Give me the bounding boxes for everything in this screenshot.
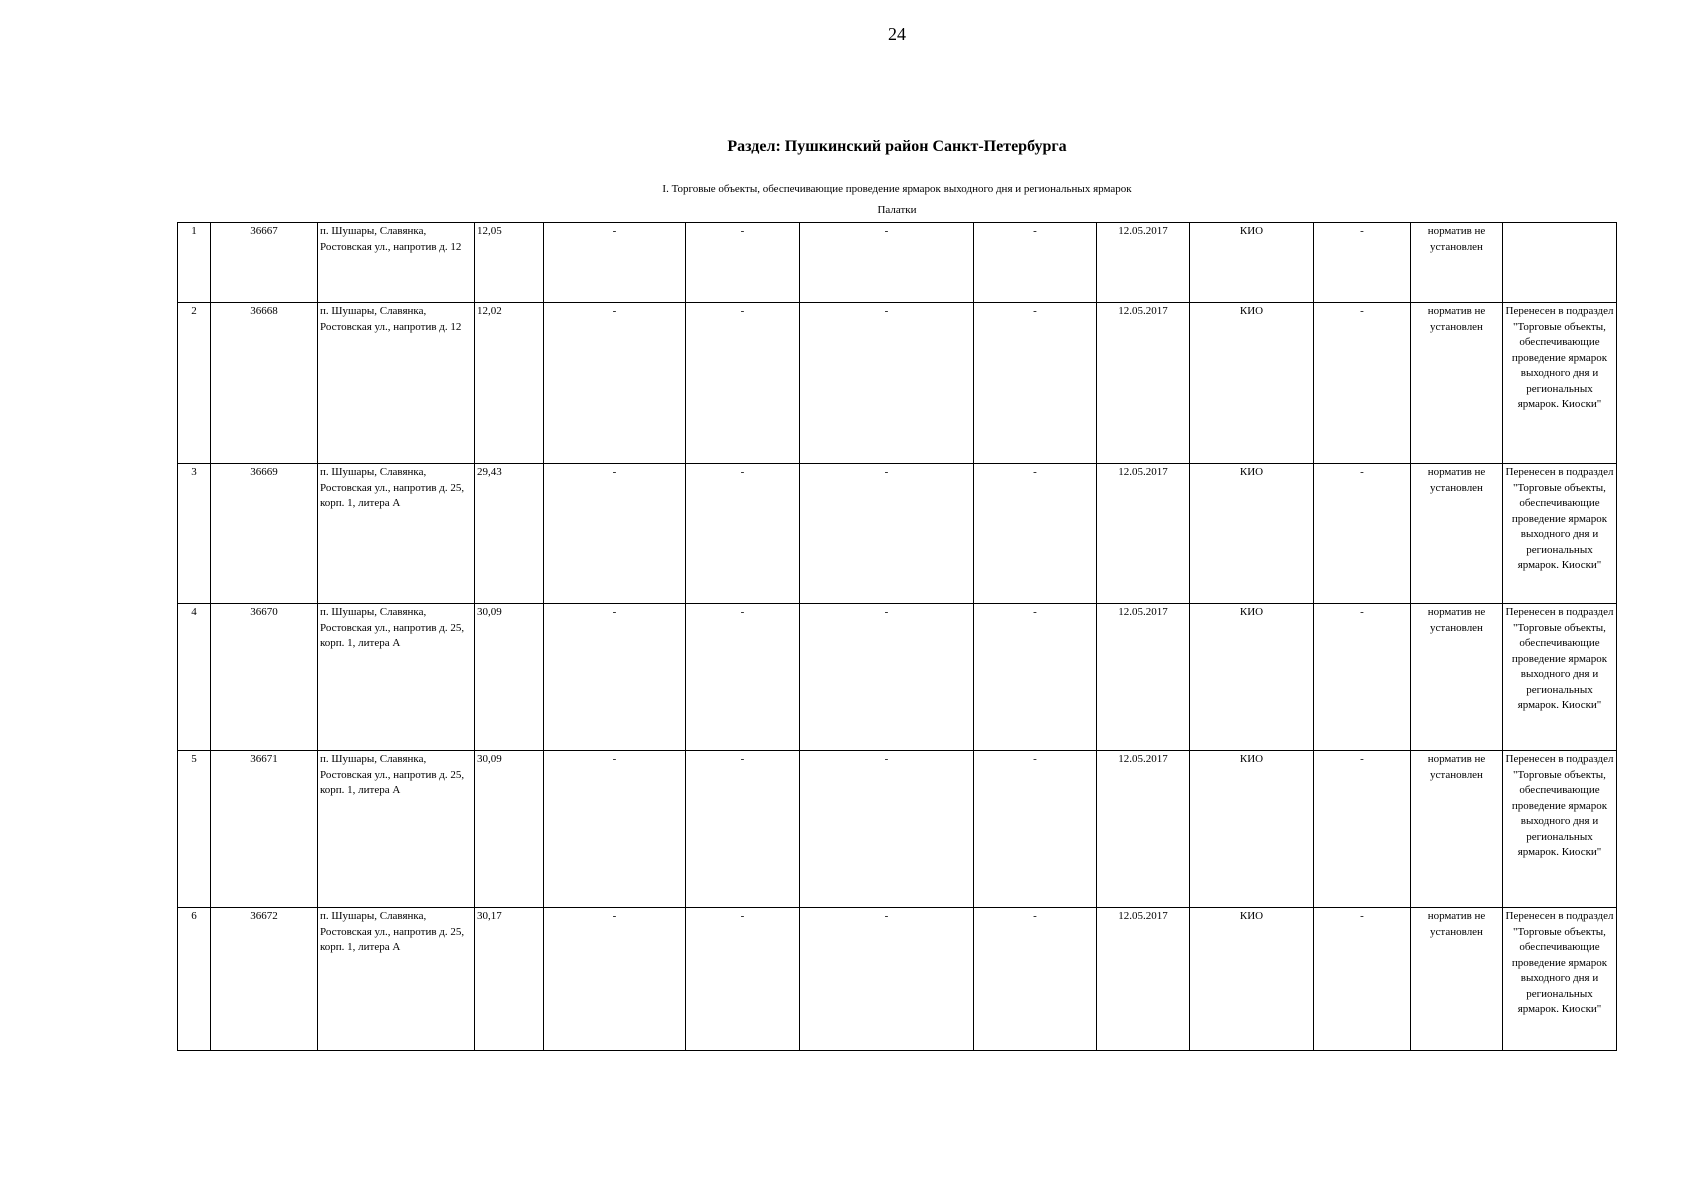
cell-dash: -: [686, 908, 800, 1051]
norm-status: норматив не установлен: [1411, 604, 1503, 751]
subsubsection-title: Палатки: [877, 204, 917, 216]
object-address: п. Шушары, Славянка, Ростовская ул., напротив д. 12: [318, 303, 475, 464]
trade-objects-table: [177, 222, 1617, 1051]
cell-dash: -: [1314, 303, 1411, 464]
cell-dash: -: [800, 223, 974, 303]
cell-dash: -: [686, 303, 800, 464]
row-note: Перенесен в подраздел "Торговые объекты, обеспечивающие проведение ярмарок выходного дня и региональных ярмарок. Киоски": [1503, 908, 1617, 1051]
cell-dash: -: [544, 751, 686, 908]
row-number: 1: [178, 223, 211, 303]
table-row: [178, 303, 1617, 464]
cell-dash: -: [686, 223, 800, 303]
norm-status: норматив не установлен: [1411, 223, 1503, 303]
object-id: 36672: [211, 908, 318, 1051]
norm-status: норматив не установлен: [1411, 464, 1503, 604]
object-address: п. Шушары, Славянка, Ростовская ул., напротив д. 25, корп. 1, литера А: [318, 908, 475, 1051]
cell-dash: -: [974, 223, 1097, 303]
object-area: 29,43: [475, 464, 544, 604]
object-address: п. Шушары, Славянка, Ростовская ул., напротив д. 12: [318, 223, 475, 303]
inclusion-date: 12.05.2017: [1097, 604, 1190, 751]
inclusion-date: 12.05.2017: [1097, 464, 1190, 604]
cell-dash: -: [1314, 464, 1411, 604]
cell-dash: -: [800, 303, 974, 464]
cell-dash: -: [686, 464, 800, 604]
cell-dash: -: [974, 604, 1097, 751]
cell-dash: -: [544, 464, 686, 604]
responsible-org: КИО: [1190, 464, 1314, 604]
cell-dash: -: [1314, 751, 1411, 908]
row-note: Перенесен в подраздел "Торговые объекты, обеспечивающие проведение ярмарок выходного дня и региональных ярмарок. Киоски": [1503, 303, 1617, 464]
object-address: п. Шушары, Славянка, Ростовская ул., напротив д. 25, корп. 1, литера А: [318, 751, 475, 908]
cell-dash: -: [974, 303, 1097, 464]
section-title: Раздел: Пушкинский район Санкт-Петербурга: [727, 138, 1067, 155]
norm-status: норматив не установлен: [1411, 751, 1503, 908]
responsible-org: КИО: [1190, 303, 1314, 464]
cell-dash: -: [544, 908, 686, 1051]
responsible-org: КИО: [1190, 751, 1314, 908]
object-area: 12,05: [475, 223, 544, 303]
object-id: 36668: [211, 303, 318, 464]
cell-dash: -: [686, 604, 800, 751]
row-note: [1503, 223, 1617, 303]
row-number: 6: [178, 908, 211, 1051]
responsible-org: КИО: [1190, 604, 1314, 751]
object-id: 36667: [211, 223, 318, 303]
cell-dash: -: [800, 751, 974, 908]
inclusion-date: 12.05.2017: [1097, 223, 1190, 303]
cell-dash: -: [1314, 604, 1411, 751]
row-note: Перенесен в подраздел "Торговые объекты, обеспечивающие проведение ярмарок выходного дня и региональных ярмарок. Киоски": [1503, 751, 1617, 908]
cell-dash: -: [974, 464, 1097, 604]
row-number: 3: [178, 464, 211, 604]
object-address: п. Шушары, Славянка, Ростовская ул., напротив д. 25, корп. 1, литера А: [318, 604, 475, 751]
norm-status: норматив не установлен: [1411, 908, 1503, 1051]
cell-dash: -: [1314, 908, 1411, 1051]
object-area: 30,17: [475, 908, 544, 1051]
cell-dash: -: [800, 464, 974, 604]
inclusion-date: 12.05.2017: [1097, 751, 1190, 908]
cell-dash: -: [686, 751, 800, 908]
cell-dash: -: [800, 604, 974, 751]
table-row: [178, 908, 1617, 1051]
object-area: 30,09: [475, 604, 544, 751]
object-id: 36669: [211, 464, 318, 604]
inclusion-date: 12.05.2017: [1097, 908, 1190, 1051]
cell-dash: -: [544, 604, 686, 751]
table-row: [178, 223, 1617, 303]
inclusion-date: 12.05.2017: [1097, 303, 1190, 464]
page-number: 24: [888, 24, 906, 44]
cell-dash: -: [544, 223, 686, 303]
table-row: [178, 464, 1617, 604]
object-area: 12,02: [475, 303, 544, 464]
cell-dash: -: [544, 303, 686, 464]
row-number: 5: [178, 751, 211, 908]
cell-dash: -: [974, 908, 1097, 1051]
row-note: Перенесен в подраздел "Торговые объекты, обеспечивающие проведение ярмарок выходного дня и региональных ярмарок. Киоски": [1503, 464, 1617, 604]
object-id: 36671: [211, 751, 318, 908]
responsible-org: КИО: [1190, 223, 1314, 303]
cell-dash: -: [974, 751, 1097, 908]
table-row: [178, 751, 1617, 908]
object-id: 36670: [211, 604, 318, 751]
row-number: 4: [178, 604, 211, 751]
object-address: п. Шушары, Славянка, Ростовская ул., напротив д. 25, корп. 1, литера А: [318, 464, 475, 604]
subsection-title: I. Торговые объекты, обеспечивающие проведение ярмарок выходного дня и региональных ярмарок: [662, 183, 1132, 195]
row-note: Перенесен в подраздел "Торговые объекты, обеспечивающие проведение ярмарок выходного дня и региональных ярмарок. Киоски": [1503, 604, 1617, 751]
table-row: [178, 604, 1617, 751]
norm-status: норматив не установлен: [1411, 303, 1503, 464]
cell-dash: -: [800, 908, 974, 1051]
object-area: 30,09: [475, 751, 544, 908]
row-number: 2: [178, 303, 211, 464]
cell-dash: -: [1314, 223, 1411, 303]
responsible-org: КИО: [1190, 908, 1314, 1051]
